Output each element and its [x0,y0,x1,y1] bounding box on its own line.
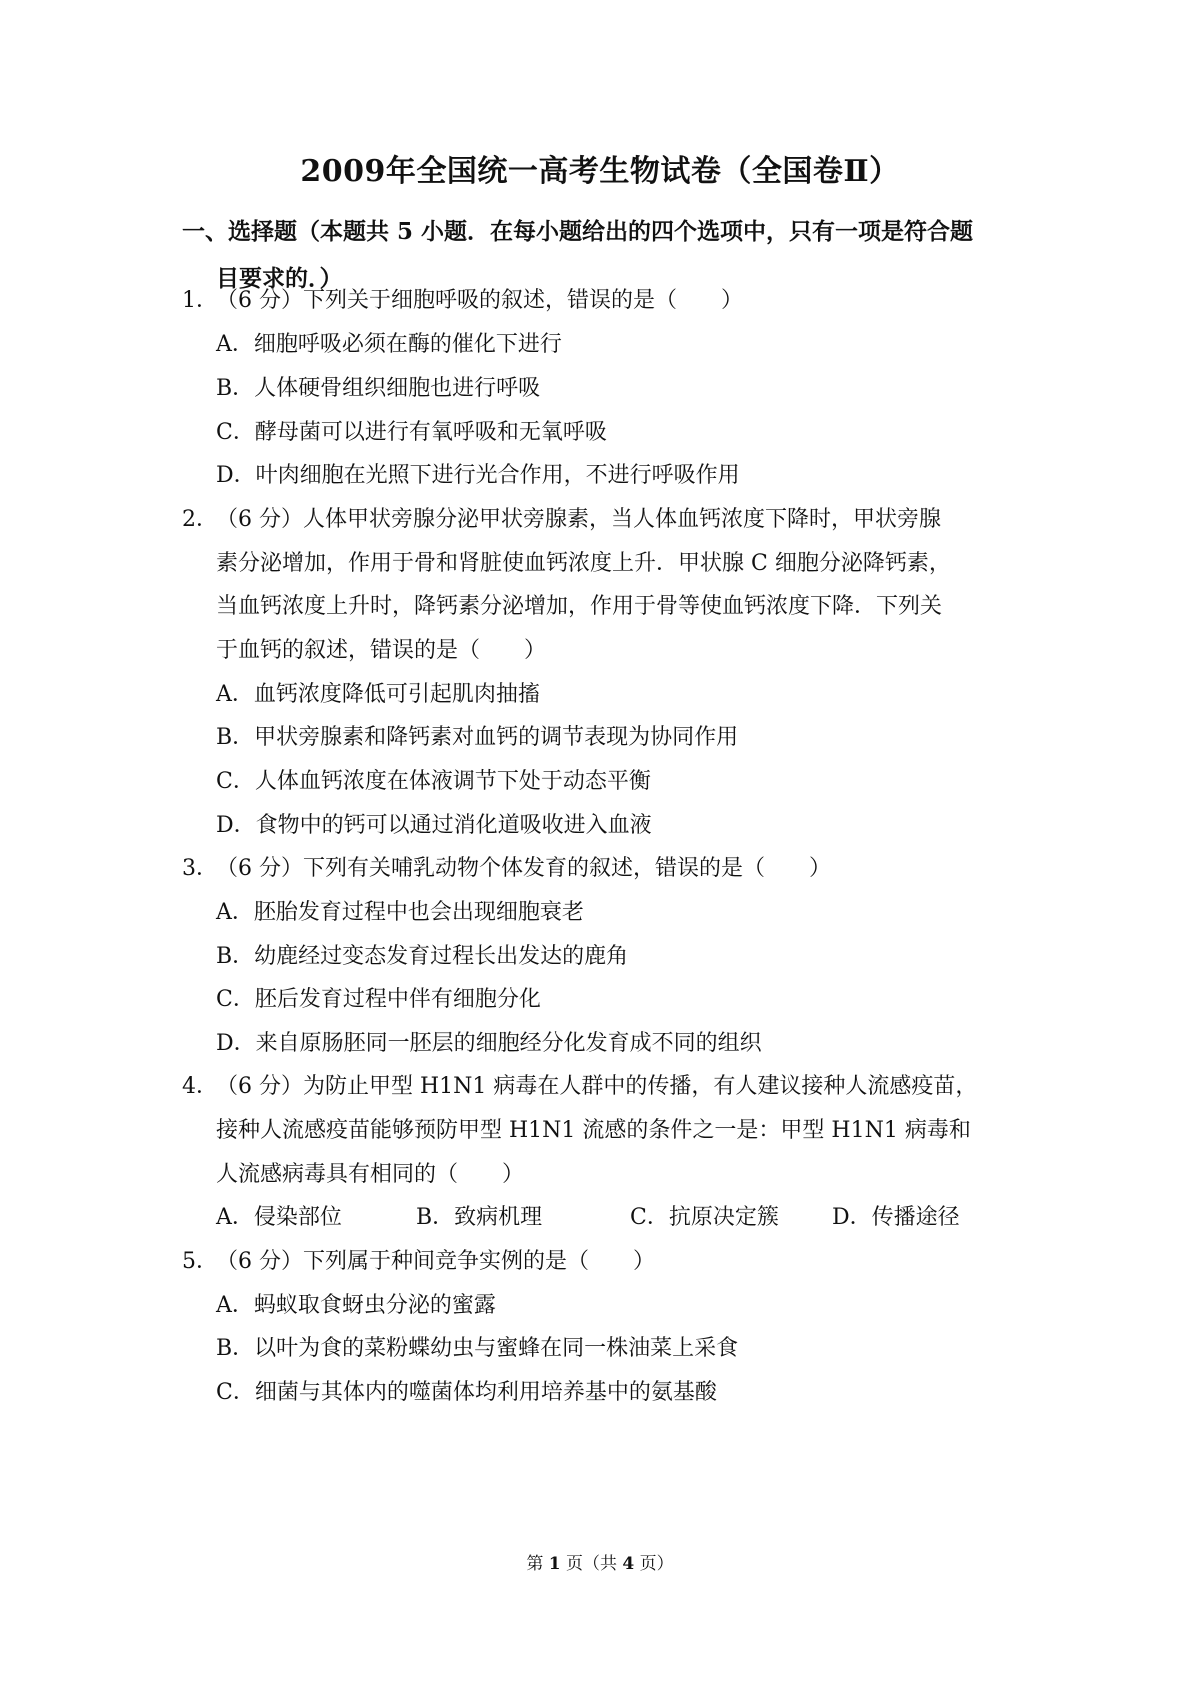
footer-page-number: 1 [548,1554,561,1574]
question-2-option-c: C．人体血钙浓度在体液调节下处于动态平衡 [216,769,651,794]
footer-suffix: 页） [639,1554,674,1574]
question-2-number: 2． [182,507,218,532]
question-2-stem-line-4: 于血钙的叙述，错误的是（ ） [216,638,547,663]
question-5-option-b: B．以叶为食的菜粉蝶幼虫与蜜蜂在同一株油菜上采食 [216,1336,739,1361]
footer-prefix: 第 [526,1554,544,1574]
question-4-option-b: B．致病机理 [416,1205,543,1230]
footer-total-pages: 4 [622,1554,635,1574]
question-5-number: 5． [182,1249,218,1274]
question-5-stem: （6 分）下列属于种间竞争实例的是（ ） [216,1249,655,1274]
question-1-option-a: A．细胞呼吸必须在酶的催化下进行 [216,332,562,357]
footer-middle: 页（共 [566,1554,617,1574]
question-2-stem-line-2: 素分泌增加，作用于骨和肾脏使血钙浓度上升．甲状腺 C 细胞分泌降钙素， [216,551,951,576]
page-title: 2009年全国统一高考生物试卷（全国卷Ⅱ） [300,154,900,189]
question-2-option-a: A．血钙浓度降低可引起肌肉抽搐 [216,682,540,707]
question-4-option-c: C．抗原决定簇 [630,1205,779,1230]
page-footer [0,1552,1200,1576]
question-4-option-a: A．侵染部位 [216,1205,342,1230]
question-3-number: 3． [182,856,218,881]
question-1-option-c: C．酵母菌可以进行有氧呼吸和无氧呼吸 [216,420,607,445]
question-5-option-c: C．细菌与其体内的噬菌体均利用培养基中的氨基酸 [216,1380,717,1405]
question-3-option-b: B．幼鹿经过变态发育过程长出发达的鹿角 [216,944,629,969]
question-4-stem-line-3: 人流感病毒具有相同的（ ） [216,1162,525,1187]
question-3-option-d: D．来自原肠胚同一胚层的细胞经分化发育成不同的组织 [216,1031,762,1056]
section-heading-line-1: 一、选择题（本题共 5 小题．在每小题给出的四个选项中，只有一项是符合题 [182,218,974,245]
section-heading-line-2: 目要求的．） [216,265,343,292]
question-4-number: 4． [182,1074,218,1099]
question-4-option-d: D．传播途径 [832,1205,960,1230]
question-1-option-d: D．叶肉细胞在光照下进行光合作用，不进行呼吸作用 [216,463,740,488]
question-1-option-b: B．人体硬骨组织细胞也进行呼吸 [216,376,541,401]
question-4-stem-line-2: 接种人流感疫苗能够预防甲型 H1N1 流感的条件之一是：甲型 H1N1 病毒和 [216,1118,971,1143]
question-2-stem-line-3: 当血钙浓度上升时，降钙素分泌增加，作用于骨等使血钙浓度下降．下列关 [216,594,943,619]
question-2-option-d: D．食物中的钙可以通过消化道吸收进入血液 [216,813,652,838]
question-5-option-a: A．蚂蚁取食蚜虫分泌的蜜露 [216,1293,496,1318]
question-3-option-c: C．胚后发育过程中伴有细胞分化 [216,987,541,1012]
question-3-stem: （6 分）下列有关哺乳动物个体发育的叙述，错误的是（ ） [216,856,831,881]
question-3-option-a: A．胚胎发育过程中也会出现细胞衰老 [216,900,584,925]
question-1-number: 1． [182,288,218,313]
question-2-option-b: B．甲状旁腺素和降钙素对血钙的调节表现为协同作用 [216,725,739,750]
question-2-stem-line-1: （6 分）人体甲状旁腺分泌甲状旁腺素，当人体血钙浓度下降时，甲状旁腺 [216,507,941,532]
question-4-stem-line-1: （6 分）为防止甲型 H1N1 病毒在人群中的传播，有人建议接种人流感疫苗， [216,1074,978,1099]
question-1-stem: （6 分）下列关于细胞呼吸的叙述，错误的是（ ） [216,288,743,313]
